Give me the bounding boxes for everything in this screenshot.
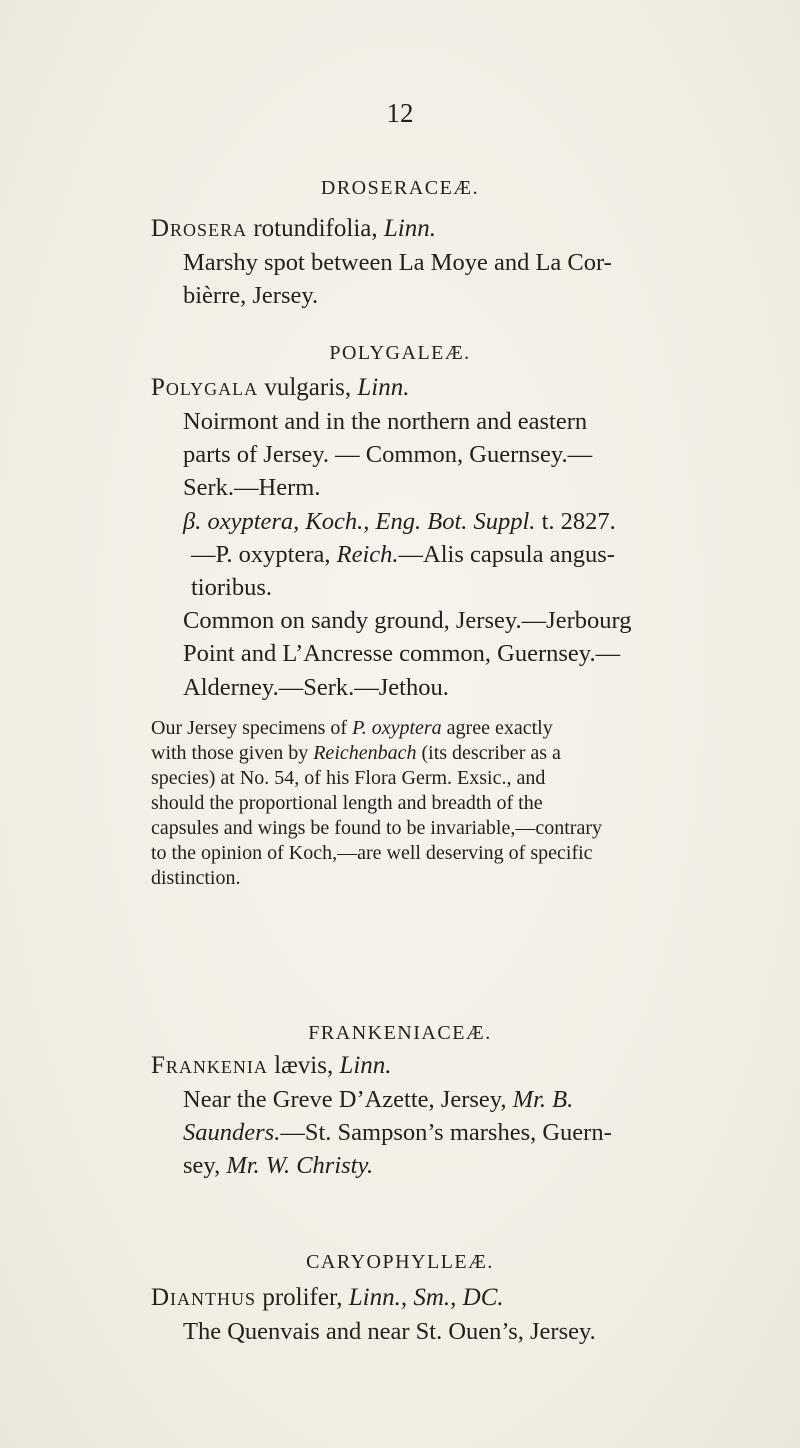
genus-name: Drosera	[151, 215, 248, 242]
locality-line	[183, 1116, 770, 1149]
species-name: vulgaris,	[258, 374, 358, 401]
section-droseraceae	[0, 174, 800, 312]
note-line: to the opinion of Koch,—are well deserving of specific	[151, 841, 593, 864]
note-text: agree exactly	[441, 716, 553, 739]
variety-name: oxyptera, Koch., Eng. Bot. Suppl.	[207, 507, 536, 535]
species-name: rotundifolia,	[247, 215, 384, 242]
genus-name: Dianthus	[151, 1284, 257, 1311]
variety-line	[191, 538, 770, 571]
locality-line: Common on sandy ground, Jersey.—Jerbourg	[183, 607, 632, 635]
section-polygaleae	[0, 339, 800, 891]
locality-line: Serk.—Herm.	[183, 474, 321, 502]
section-caryophylleae	[0, 1248, 800, 1348]
note-italic: Reichenbach	[313, 741, 417, 764]
variety-plate: t. 2827.	[535, 507, 616, 535]
locality-line	[183, 1083, 770, 1116]
authority: Linn.	[339, 1052, 392, 1079]
genus-name: Polygala	[151, 374, 259, 401]
variety-line: tioribus.	[191, 574, 272, 602]
note-line	[151, 716, 776, 741]
variety-synonym: —P. oxyptera,	[191, 540, 337, 568]
locality-text: sey,	[183, 1152, 227, 1180]
locality-line: bièrre, Jersey.	[183, 282, 319, 310]
authority: Linn.	[357, 374, 410, 401]
locality-line: parts of Jersey. — Common, Guernsey.—	[183, 441, 593, 469]
collector-name: Mr. B.	[512, 1086, 574, 1113]
note-italic: P. oxyptera	[352, 716, 442, 739]
note-text: Our Jersey specimens of	[151, 716, 353, 739]
species-name: prolifer,	[256, 1284, 349, 1311]
locality-line: Alderney.—Serk.—Jethou.	[183, 673, 449, 701]
note-line	[151, 741, 776, 766]
variety-description: —Alis capsula angus-	[398, 540, 615, 568]
variety-authority: Reich.	[336, 540, 399, 568]
note-line: species) at No. 54, of his Flora Germ. Exsic., and	[151, 766, 546, 789]
locality-line: The Quenvais and near St. Ouen’s, Jersey.	[183, 1318, 596, 1345]
family-heading: DROSERACEÆ.	[320, 177, 480, 199]
species-name: lævis,	[267, 1052, 340, 1079]
species-entry	[151, 371, 800, 405]
family-heading: FRANKENIACEÆ.	[308, 1022, 492, 1044]
collector-name: Saunders.	[183, 1119, 281, 1147]
note-line: capsules and wings be found to be invariable,—contrary	[151, 816, 602, 839]
authority: Linn.	[383, 215, 436, 242]
locality-text: Near the Greve D’Azette, Jersey,	[183, 1086, 513, 1113]
variety-line	[183, 505, 770, 538]
species-entry	[151, 1049, 800, 1083]
locality-line: Marshy spot between La Moye and La Cor-	[183, 249, 612, 276]
locality-line	[183, 1149, 770, 1182]
note-text: with those given by	[151, 741, 314, 764]
family-heading: CARYOPHYLLEÆ.	[306, 1251, 494, 1273]
collector-name: Mr. W. Christy.	[226, 1152, 374, 1180]
genus-name: Frankenia	[151, 1052, 268, 1079]
authority: Linn., Sm., DC.	[348, 1284, 504, 1311]
page-number: 12	[386, 98, 414, 128]
locality-line: Noirmont and in the northern and eastern	[183, 408, 588, 435]
note-line: should the proportional length and breadth of the	[151, 791, 543, 814]
section-frankeniaceae	[0, 1019, 800, 1183]
species-entry	[151, 212, 800, 246]
note-text: (its describer as a	[416, 741, 561, 764]
locality-line: Point and L’Ancresse common, Guernsey.—	[183, 640, 621, 668]
locality-text: —St. Sampson’s marshes, Guern-	[280, 1119, 612, 1147]
species-entry	[151, 1281, 800, 1315]
variety-marker: β.	[183, 507, 208, 535]
note-line: distinction.	[151, 866, 241, 889]
family-heading: POLYGALEÆ.	[329, 342, 471, 364]
